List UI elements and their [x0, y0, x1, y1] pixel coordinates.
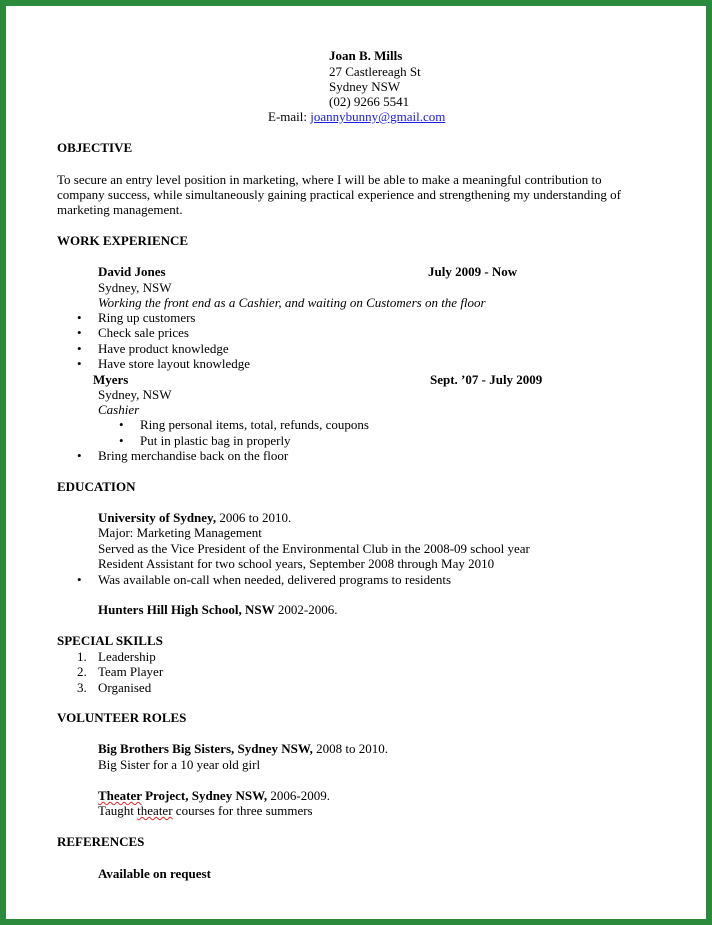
references-heading: REFERENCES: [57, 834, 145, 849]
university-dates: 2006 to 2010.: [216, 510, 292, 525]
objective-line-1: To secure an entry level position in marketing, where I will be able to make a meaningful contribution to: [57, 172, 602, 187]
job-2-duty-1: Ring personal items, total, refunds, coupons: [140, 417, 369, 432]
university-detail-1: Served as the Vice President of the Environmental Club in the 2008-09 school year: [98, 541, 530, 556]
job-1-dates: July 2009 - Now: [428, 264, 518, 279]
university-detail-2: Resident Assistant for two school years, September 2008 through May 2010: [98, 556, 495, 571]
bullet: •: [77, 356, 82, 371]
volunteer-role-1: [98, 741, 388, 756]
bullet: •: [119, 433, 124, 448]
skill-item-1: Leadership: [98, 649, 156, 664]
objective-line-2: company success, while simultaneously gaining practical experience and strengthening my understanding of: [57, 187, 621, 202]
email-row: [268, 109, 445, 124]
university-row: [98, 510, 291, 525]
objective-heading: OBJECTIVE: [57, 140, 133, 155]
job-1-duty-2: Check sale prices: [98, 325, 189, 340]
bullet: •: [77, 448, 82, 463]
university-name: University of Sydney,: [98, 510, 217, 525]
volunteer-role-2-desc-a: Taught: [98, 803, 138, 818]
university-detail-3: Was available on-call when needed, delivered programs to residents: [98, 572, 452, 587]
objective-line-3: marketing management.: [57, 202, 183, 217]
bullet: •: [77, 572, 82, 587]
volunteer-role-2-name-b: Project, Sydney NSW,: [141, 788, 268, 803]
volunteer-role-2-dates: 2006-2009.: [267, 788, 330, 803]
job-1-duty-4: Have store layout knowledge: [98, 356, 250, 371]
email-label: E-mail:: [268, 109, 307, 124]
skill-number: 3.: [77, 680, 87, 695]
job-1-duty-3: Have product knowledge: [98, 341, 229, 356]
bullet: •: [77, 325, 82, 340]
job-2-extra-duty: Bring merchandise back on the floor: [98, 448, 289, 463]
volunteer-role-1-name: Big Brothers Big Sisters, Sydney NSW,: [98, 741, 313, 756]
high-school-name: Hunters Hill High School, NSW: [98, 602, 275, 617]
work-heading: WORK EXPERIENCE: [57, 233, 189, 248]
job-2-dates: Sept. ’07 - July 2009: [430, 372, 543, 387]
volunteer-role-2-name-a: Theater: [98, 788, 142, 803]
applicant-name: Joan B. Mills: [329, 48, 403, 63]
job-2-role: Cashier: [98, 402, 140, 417]
volunteer-role-2-desc-c: courses for three summers: [172, 803, 313, 818]
skill-number: 1.: [77, 649, 87, 664]
university-major: Major: Marketing Management: [98, 525, 262, 540]
job-1-role: Working the front end as a Cashier, and waiting on Customers on the floor: [98, 295, 486, 310]
volunteer-role-1-desc: Big Sister for a 10 year old girl: [98, 757, 261, 772]
job-2-employer: Myers: [93, 372, 129, 387]
high-school-dates: 2002-2006.: [274, 602, 338, 617]
skill-number: 2.: [77, 664, 87, 679]
job-2-location: Sydney, NSW: [98, 387, 172, 402]
bullet: •: [77, 341, 82, 356]
address-line-2: Sydney NSW: [329, 79, 401, 94]
bullet: •: [119, 417, 124, 432]
job-1-location: Sydney, NSW: [98, 280, 172, 295]
references-text: Available on request: [98, 866, 211, 881]
volunteer-role-1-dates: 2008 to 2010.: [312, 741, 389, 756]
high-school-row: [98, 602, 337, 617]
job-1-employer: David Jones: [98, 264, 166, 279]
skill-item-3: Organised: [98, 680, 152, 695]
address-line-1: 27 Castlereagh St: [329, 64, 421, 79]
skills-heading: SPECIAL SKILLS: [57, 633, 163, 648]
job-2-duty-2: Put in plastic bag in properly: [140, 433, 291, 448]
phone-number: (02) 9266 5541: [329, 94, 410, 109]
bullet: •: [77, 310, 82, 325]
volunteer-heading: VOLUNTEER ROLES: [57, 710, 187, 725]
volunteer-role-2-desc-b: theater: [137, 803, 173, 818]
job-1-duty-1: Ring up customers: [98, 310, 196, 325]
education-heading: EDUCATION: [57, 479, 136, 494]
email-link[interactable]: joannybunny@gmail.com: [310, 109, 446, 124]
volunteer-role-2: [98, 788, 330, 803]
volunteer-role-2-desc: [98, 803, 313, 818]
skill-item-2: Team Player: [98, 664, 164, 679]
